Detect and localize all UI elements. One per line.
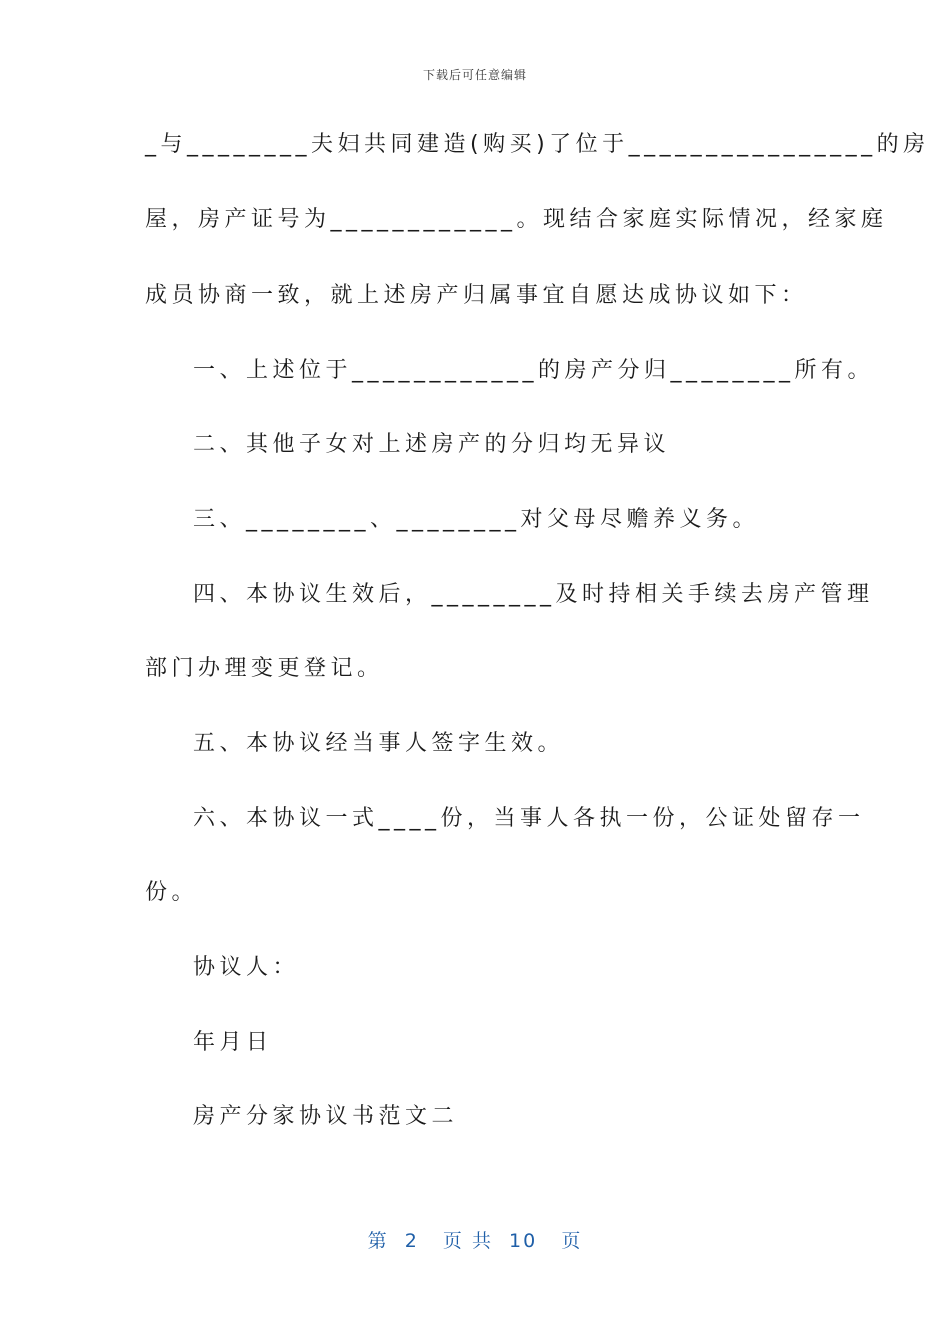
body-line: 四、本协议生效后，________及时持相关手续去房产管理 [193,582,874,607]
date-label: 年月日 [193,1030,273,1055]
body-line: 一、上述位于____________的房产分归________所有。 [193,358,875,383]
body-line: 五、本协议经当事人签字生效。 [193,731,565,756]
body-line: _与________夫妇共同建造(购买)了位于________________的房 [145,132,930,157]
body-line: 成员协商一致，就上述房产归属事宜自愿达成协议如下： [145,283,808,308]
page-header-note: 下载后可任意编辑 [422,68,527,82]
page-footer: 第 2 页 共 10 页 [367,1230,583,1252]
body-line: 三、________、________对父母尽赡养义务。 [193,507,760,532]
signatory-label: 协议人： [193,955,300,980]
section-title: 房产分家协议书范文二 [193,1104,459,1129]
body-line: 份。 [145,880,199,905]
body-line: 屋，房产证号为____________。现结合家庭实际情况，经家庭 [145,207,888,232]
body-line: 二、其他子女对上述房产的分归均无异议 [193,432,671,457]
body-line: 部门办理变更登记。 [145,656,384,681]
body-line: 六、本协议一式____份，当事人各执一份，公证处留存一 [193,806,865,831]
